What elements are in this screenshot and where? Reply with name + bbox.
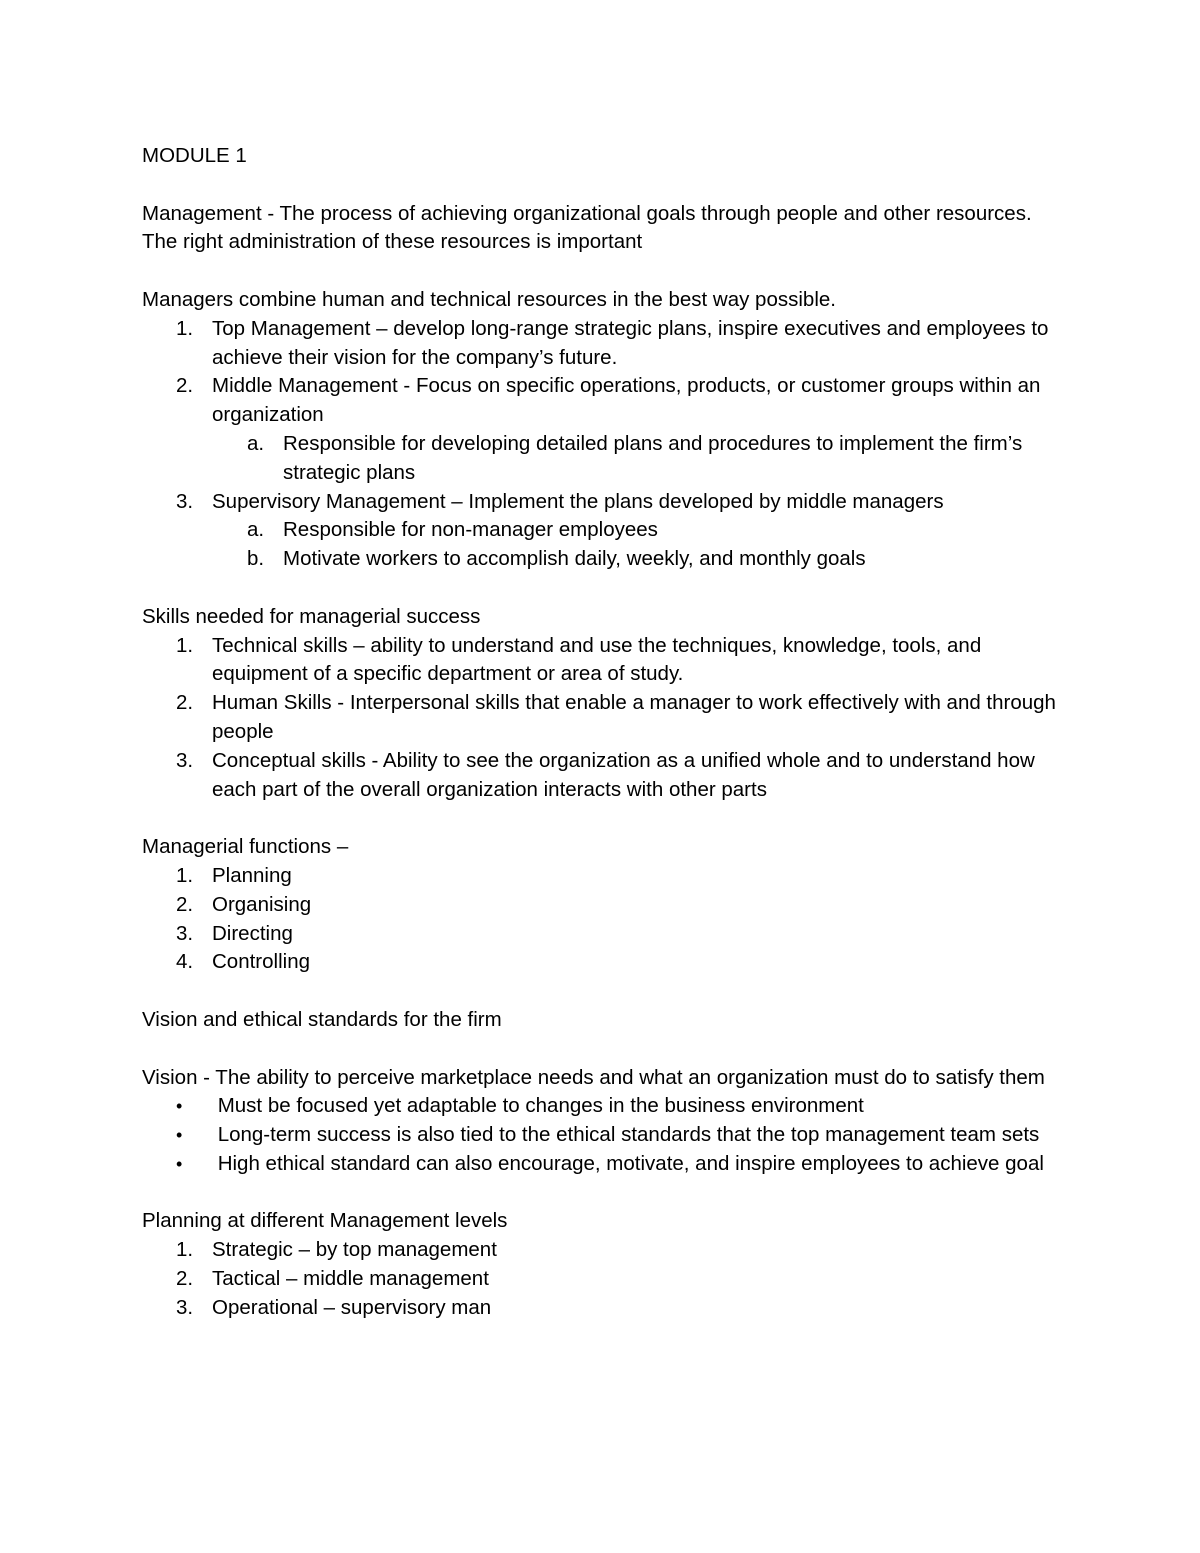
- spacer: [142, 171, 1062, 200]
- list-item-text: Top Management – develop long-range strategic plans, inspire executives and employees to achieve their vision for the company’s future.: [212, 316, 1049, 369]
- list-number: 4.: [176, 950, 194, 974]
- vision-bullet-list: [142, 1092, 1062, 1178]
- list-item-text: Operational – supervisory man: [212, 1295, 492, 1319]
- list-item-text: Human Skills - Interpersonal skills that enable a manager to work effectively with and through people: [212, 691, 1056, 743]
- list-item: [142, 747, 1062, 805]
- sub-list-item: [142, 545, 1062, 574]
- list-number: 3.: [176, 489, 194, 513]
- bullet-item: [142, 1092, 1062, 1121]
- bullet-item-text: Must be focused yet adaptable to changes in the business environment: [212, 1094, 864, 1118]
- sub-list-item-text: Motivate workers to accomplish daily, weekly, and monthly goals: [283, 547, 866, 571]
- list-item-text: Conceptual skills - Ability to see the organization as a unified whole and to understand how each part of the overall organization interacts with other parts: [212, 748, 1035, 801]
- management-definition: Management - The process of achieving organizational goals through people and other resources. The right administration of these resources is important: [142, 201, 1032, 254]
- list-item-text: Tactical – middle management: [212, 1267, 489, 1291]
- list-number: 2.: [176, 1267, 194, 1291]
- list-number: 1.: [176, 633, 194, 657]
- spacer: [142, 574, 1062, 603]
- bullet-item-text: High ethical standard can also encourage, motivate, and inspire employees to achieve goal: [212, 1151, 1044, 1175]
- list-item: [142, 862, 1062, 891]
- sub-list-item: [142, 516, 1062, 545]
- levels-heading: Managers combine human and technical resources in the best way possible.: [142, 287, 836, 311]
- list-item-text: Directing: [212, 921, 293, 945]
- list-number: 1.: [176, 863, 194, 887]
- bullet-item: [142, 1121, 1062, 1150]
- list-item-text: Controlling: [212, 950, 310, 974]
- list-number: 2.: [176, 892, 194, 916]
- list-item-text: Strategic – by top management: [212, 1238, 497, 1262]
- skills-heading: Skills needed for managerial success: [142, 604, 481, 628]
- list-number: 2.: [176, 691, 194, 715]
- list-item: [142, 372, 1062, 430]
- bullet-icon: •: [176, 1153, 183, 1174]
- list-number: 2.: [176, 374, 194, 398]
- sub-list-item-text: Responsible for non-manager employees: [283, 518, 658, 542]
- list-item-text: Middle Management - Focus on specific operations, products, or customer groups within an organization: [212, 374, 1041, 427]
- list-item-text: Supervisory Management – Implement the plans developed by middle managers: [212, 489, 944, 513]
- list-item: [142, 315, 1062, 373]
- list-item: [142, 1294, 1062, 1323]
- sub-list-letter: b.: [247, 547, 265, 571]
- list-item: [142, 920, 1062, 949]
- bullet-item: [142, 1150, 1062, 1179]
- planning-list: [142, 1236, 1062, 1322]
- list-number: 3.: [176, 748, 194, 772]
- list-item: [142, 1236, 1062, 1265]
- list-item-text: Organising: [212, 892, 312, 916]
- spacer: [142, 804, 1062, 833]
- spacer: [142, 257, 1062, 286]
- list-item: [142, 1265, 1062, 1294]
- document-page: [142, 142, 1062, 1323]
- functions-list: [142, 862, 1062, 977]
- list-number: 1.: [176, 1238, 194, 1262]
- list-number: 1.: [176, 316, 194, 340]
- levels-list: [142, 315, 1062, 574]
- spacer: [142, 1179, 1062, 1208]
- list-item: [142, 891, 1062, 920]
- list-item-text: Technical skills – ability to understand and use the techniques, knowledge, tools, and equipment of a specific department or area of study.: [212, 633, 982, 686]
- spacer: [142, 977, 1062, 1006]
- planning-heading: Planning at different Management levels: [142, 1209, 508, 1233]
- vision-section-heading: Vision and ethical standards for the firm: [142, 1007, 502, 1031]
- document-title: MODULE 1: [142, 144, 247, 167]
- skills-list: [142, 632, 1062, 805]
- sub-list-item: [142, 430, 1062, 488]
- list-number: 3.: [176, 1295, 194, 1319]
- functions-heading: Managerial functions –: [142, 835, 349, 859]
- list-number: 3.: [176, 921, 194, 945]
- list-item: [142, 689, 1062, 747]
- bullet-icon: •: [176, 1125, 183, 1146]
- bullet-item-text: Long-term success is also tied to the ethical standards that the top management team sets: [212, 1123, 1040, 1147]
- bullet-icon: •: [176, 1096, 183, 1117]
- list-item-text: Planning: [212, 863, 292, 887]
- list-item: [142, 948, 1062, 977]
- spacer: [142, 1035, 1062, 1064]
- sub-list-item-text: Responsible for developing detailed plans and procedures to implement the firm’s strategic plans: [283, 431, 1023, 484]
- sub-list-letter: a.: [247, 431, 265, 455]
- list-item: [142, 632, 1062, 690]
- vision-definition: Vision - The ability to perceive marketplace needs and what an organization must do to satisfy them: [142, 1065, 1045, 1089]
- sub-list-letter: a.: [247, 518, 265, 542]
- list-item: [142, 488, 1062, 517]
